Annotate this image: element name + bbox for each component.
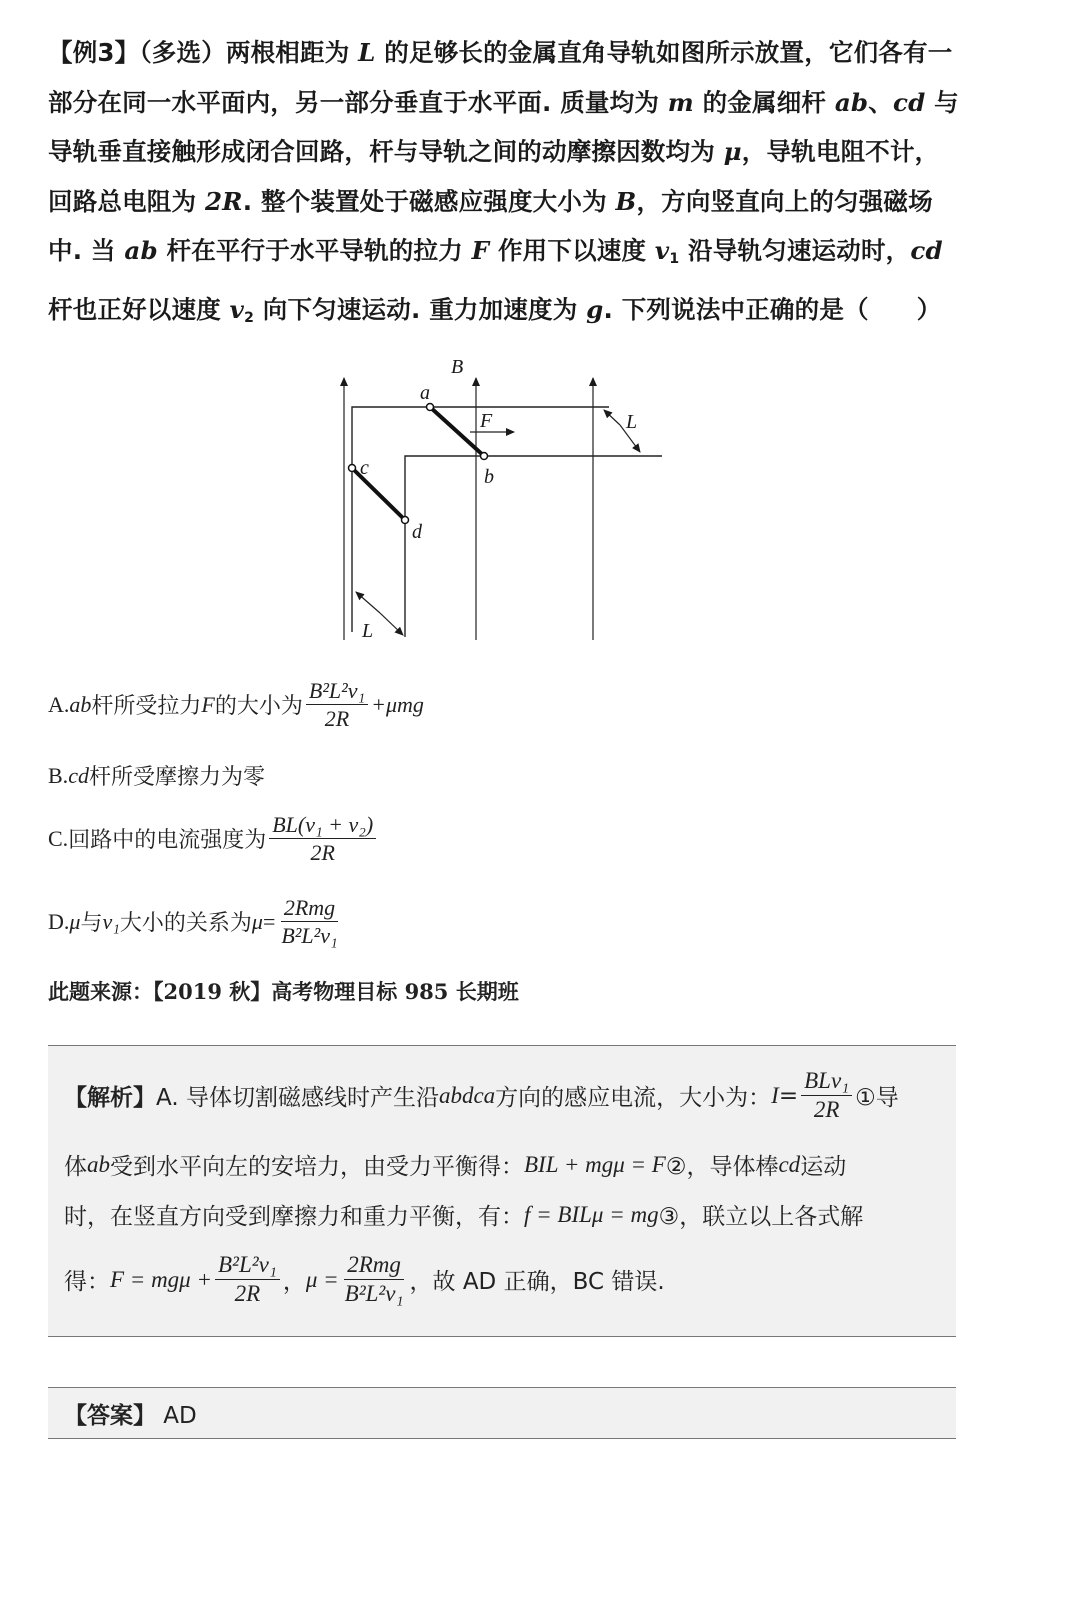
analysis-line-3: 时，在竖直方向受到摩擦力和重力平衡，有： f = BILμ = mg ③，联立以上各式解	[64, 1201, 864, 1230]
analysis-line-4: 得： F = mgμ + $\frac{\text{B²L²v₁}}{2R}$ ， μ = $\frac{\text{2Rmg}}{\text{B²L²v₁}}$ ，故 AD 正确，BC 错误.	[64, 1252, 665, 1307]
analysis-line-2: 体 ab 受到水平向左的安培力，由受力平衡得： BIL + mgμ = F ②，导体棒 cd 运动	[64, 1151, 847, 1180]
rod-ab-end-a	[427, 404, 434, 411]
label-L-top: L	[626, 411, 638, 433]
label-d: d	[412, 521, 422, 543]
option-d: D. μ 与 v₁ 大小的关系为 μ = $\frac{\text{2Rmg}}{\text{B²L²v₁}}$	[48, 895, 344, 949]
option-c: C. 回路中的电流强度为 $\frac{\text{BL(v₁ + v₂)}}{2R}$	[48, 812, 379, 866]
label-a: a	[420, 382, 430, 404]
option-d-fraction: $\frac{\text{2Rmg}}{\text{B²L²v₁}}$	[281, 895, 338, 949]
label-c: c	[360, 457, 369, 479]
rail-diagram	[300, 345, 680, 645]
analysis-line-1: 【解析】 A. 导体切割磁感线时产生沿 abdca 方向的感应电流，大小为： I = $\frac{\text{BLv₁}}{2R}$ ①导	[64, 1068, 899, 1123]
option-b: B. cd 杆所受摩擦力为零	[48, 762, 265, 790]
analysis-mu-fraction: $\frac{\text{2Rmg}}{\text{B²L²v₁}}$	[344, 1252, 404, 1307]
answer-value: AD	[156, 1403, 197, 1429]
outer-rail	[352, 407, 609, 632]
option-a: A. ab 杆所受拉力 F 的大小为 $\frac{\text{B²L²v₁}}{2R}$ +μmg	[48, 678, 424, 732]
option-a-fraction: $\frac{\text{B²L²v₁}}{2R}$	[306, 678, 368, 732]
rod-ab-end-b	[481, 453, 488, 460]
analysis-force-fraction: $\frac{\text{B²L²v₁}}{2R}$	[215, 1252, 280, 1308]
example-tag: 【例3】	[48, 38, 140, 67]
label-L-bottom: L	[362, 620, 374, 642]
dimension-arrow-top	[604, 410, 620, 425]
rod-cd-end-c	[349, 465, 356, 472]
answer-heading: 【答案】	[64, 1403, 156, 1429]
analysis-heading: 【解析】	[64, 1085, 156, 1112]
label-b: b	[484, 466, 494, 488]
inner-rail	[405, 456, 662, 637]
dimension-arrow-bottom	[356, 592, 380, 613]
answer-line	[64, 1397, 197, 1430]
label-B: B	[451, 356, 464, 378]
label-F: F	[480, 410, 493, 432]
question-source: 此题来源：【2019 秋】高考物理目标 985 长期班	[48, 979, 519, 1004]
analysis-current-fraction: $\frac{\text{BLv₁}}{2R}$	[801, 1068, 852, 1124]
dimension-arrow-bottom-2	[380, 613, 403, 635]
question-text: 【例3】（多选）两根相距为 L 的足够长的金属直角导轨如图所示放置，它们各有一部分在同一水平面内，另一部分垂直于水平面. 质量均为 m 的金属细杆 ab、cd 与导轨垂直接触形成闭合回路，杆与导轨之间的动摩擦因数均为 μ，导轨电阻不计，回路总电阻为 2R. 整个装置处于磁感应强度大小为 B，方向竖直向上的匀强磁场中. 当 ab 杆在平行于水平导轨的拉力 F 作用下以速度 $v_1$ 沿导轨匀速运动时，cd 杆也正好以速度 $v_2$ 向下匀速运动. 重力加速度为 g. 下列说法中正确的是（ ）	[48, 38, 959, 326]
option-c-fraction: $\frac{\text{BL(v₁ + v₂)}}{2R}$	[269, 812, 376, 866]
rod-cd-end-d	[402, 517, 409, 524]
